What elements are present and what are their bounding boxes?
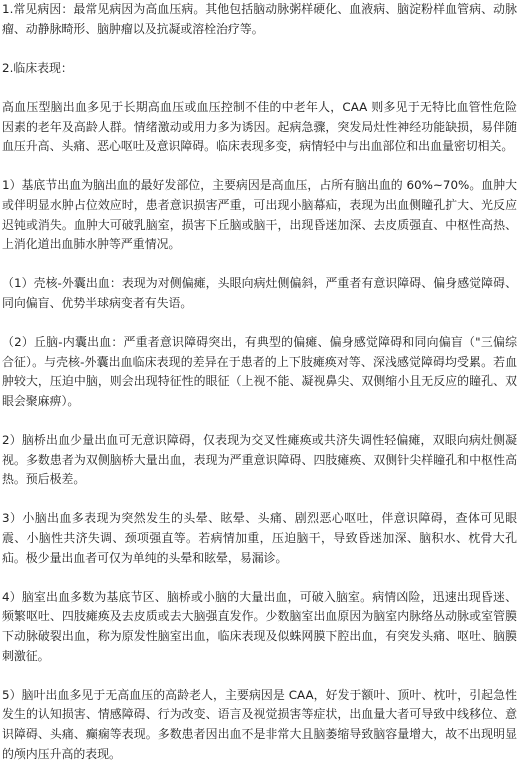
paragraph-spacer bbox=[2, 39, 517, 59]
paragraph-overview: 高血压型脑出血多见于长期高血压或血压控制不佳的中老年人，CAA 则多见于无特比血管性危险因素的老年及高龄人群。情绪激动或用力多为诱因。起病急骤，突发局灶性神经功能缺损，易伴随血压升高、头痛、恶心呕吐及意识障碍。临床表现多变，病情轻中与出血部位和出血量密切相关。 bbox=[2, 99, 517, 154]
paragraph-spacer bbox=[2, 157, 517, 177]
paragraph-basal-ganglia: 1）基底节出血为脑出血的最好发部位，主要病因是高血压，占所有脑出血的 60%~70%。血肿大或伴明显水肿占位效应时，患者意识损害严重，可出现小脑幕疝，表现为出血侧瞳孔扩大、光反应迟钝或消失。血肿大可破乳脑室，损害下丘脑或脑干，出现昏迷加深、去皮质强直、中枢性高热、上消化道出血肺水肿等严重情况。 bbox=[2, 178, 517, 252]
paragraph-spacer bbox=[2, 411, 517, 431]
paragraph-spacer bbox=[2, 568, 517, 588]
section-heading-clinical: 2.临床表现： bbox=[2, 60, 73, 75]
paragraph-thalamus: （2）丘脑-内囊出血：严重者意识障碍突出，有典型的偏瘫、偏身感觉障碍和同向偏盲（"三偏综合征）。与壳核-外囊出血临床表现的差异在于患者的上下肢瘫痪对等、深浅感觉障碍均受累。若血肿较大，压迫中脑，则会出现特征性的眼征（上视不能、凝视鼻尖、双侧缩小且无反应的瞳孔、双眼会聚麻痹）。 bbox=[2, 335, 517, 408]
paragraph-spacer bbox=[2, 666, 517, 686]
paragraph-pons: 2）脑桥出血少量出血可无意识障碍，仅表现为交叉性瘫痪或共济失调性轻偏瘫，双眼向病灶侧凝视。多数患者为双侧脑桥大量出血，表现为严重意识障碍、四肢瘫痪、双侧针尖样瞳孔和中枢性高热。预后极差。 bbox=[2, 433, 517, 487]
paragraph-spacer bbox=[2, 255, 517, 275]
paragraph-spacer bbox=[2, 78, 517, 98]
paragraph-common-causes: 1.常见病因：最常见病因为高血压病。其他包括脑动脉粥样硬化、血液病、脑淀粉样血管病、动脉瘤、动静脉畸形、脑肿瘤以及抗凝或溶栓治疗等。 bbox=[2, 2, 517, 36]
paragraph-putamen: （1）壳核-外囊出血：表现为对侧偏瘫，头眼向病灶侧偏斜，严重者有意识障碍、偏身感觉障碍、同向偏盲、优势半球病变者有失语。 bbox=[2, 276, 517, 310]
paragraph-spacer bbox=[2, 314, 517, 334]
paragraph-ventricle: 4）脑室出血多数为基底节区、脑桥或小脑的大量出血，可破入脑室。病情凶险，迅速出现昏迷、频繁呕吐、四肢瘫痪及去皮质或去大脑强直发作。少数脑室出血原因为脑室内脉络丛动脉或室管膜下动脉破裂出血，称为原发性脑室出血，临床表现及似蛛网膜下腔出血，有突发头痛、呕吐、脑膜刺激征。 bbox=[2, 589, 517, 663]
paragraph-lobar: 5）脑叶出血多见于无高血压的高龄老人，主要病因是 CAA，好发于额叶、顶叶、枕叶，引起急性发生的认知损害、情感障碍、行为改变、语言及视觉损害等症状，出血量大者可导致中线移位、意识障碍、头痛、癫痫等表现。多数患者因出血不是非常大且脑萎缩导致脑容量增大，故不出现明显的颅内压升高的表现。 bbox=[2, 687, 517, 761]
paragraph-cerebellum: 3）小脑出血多表现为突然发生的头晕、眩晕、头痛、剧烈恶心呕吐，伴意识障碍，查体可见眼震、小脑性共济失调、颈项强直等。若病情加重，压迫脑干，导致昏迷加深、脑积水、枕骨大孔疝。极少量出血者可仅为单纯的头晕和眩晕，易漏诊。 bbox=[2, 511, 517, 565]
paragraph-spacer bbox=[2, 490, 517, 510]
